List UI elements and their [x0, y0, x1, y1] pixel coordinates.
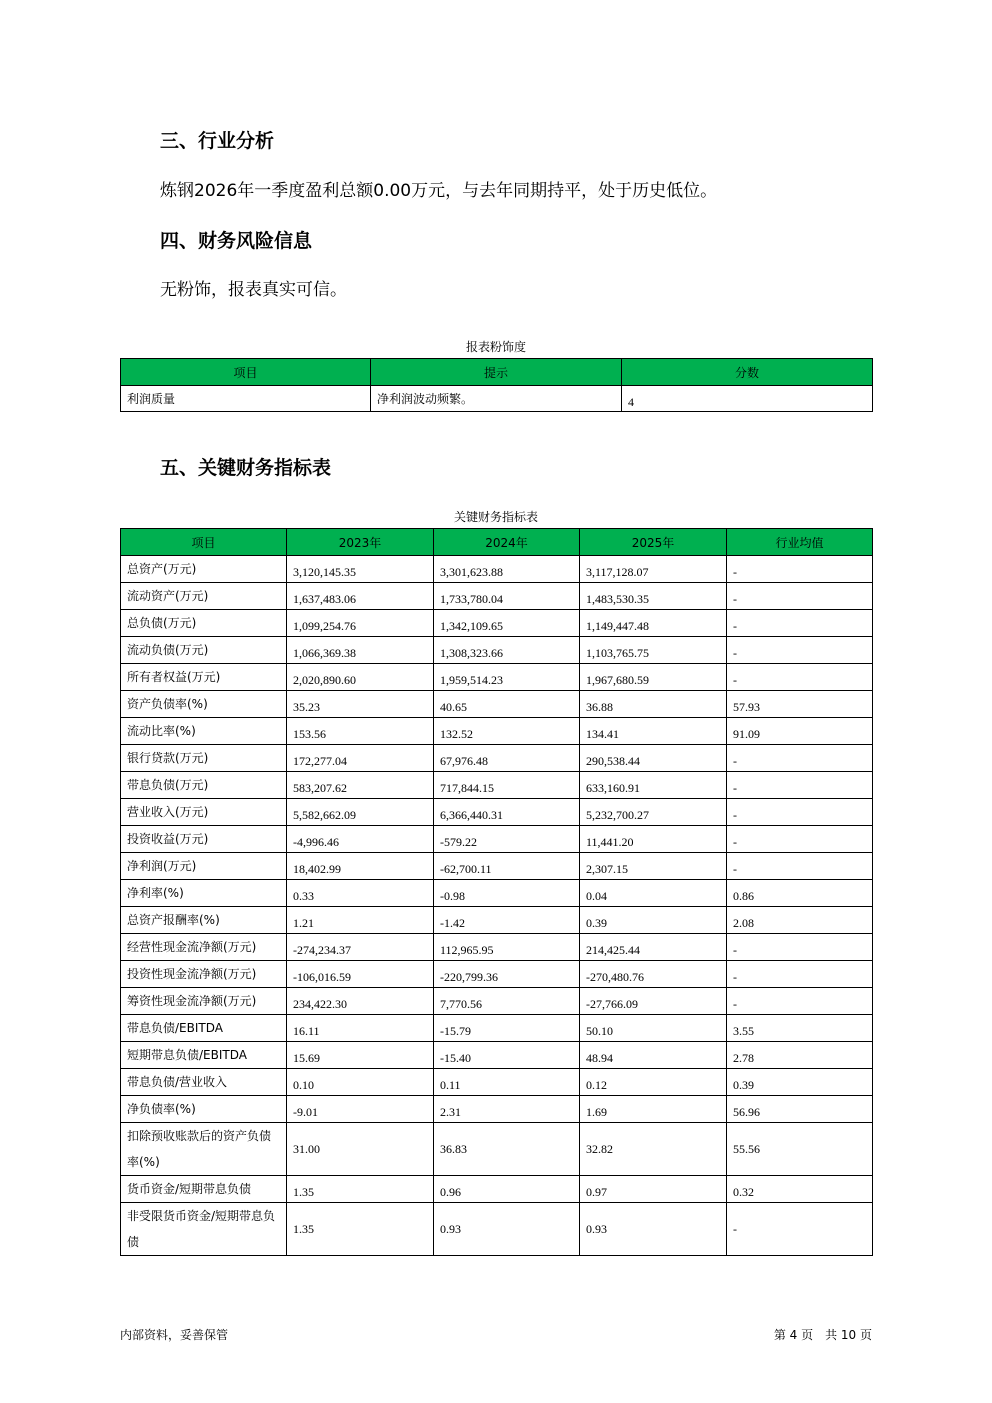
table-cell: 0.93	[580, 1203, 727, 1256]
table-cell: -579.22	[434, 826, 580, 853]
table-cell: 1.69	[580, 1096, 727, 1123]
table-cell: 91.09	[727, 718, 873, 745]
table-row	[121, 610, 873, 637]
table-cell: 172,277.04	[287, 745, 434, 772]
table-row	[121, 718, 873, 745]
table-row	[121, 1203, 873, 1256]
row-label: 流动比率(%)	[121, 718, 287, 745]
row-label: 经营性现金流净额(万元)	[121, 934, 287, 961]
table-cell: 6,366,440.31	[434, 799, 580, 826]
table-cell: 1,637,483.06	[287, 583, 434, 610]
header-cell: 项目	[121, 529, 287, 556]
table-cell: 1,103,765.75	[580, 637, 727, 664]
section-heading-risk: 四、财务风险信息	[160, 230, 313, 252]
row-label: 净利润(万元)	[121, 853, 287, 880]
table-cell: 4	[622, 386, 873, 412]
table-cell: -9.01	[287, 1096, 434, 1123]
table-cell: 0.12	[580, 1069, 727, 1096]
table-cell: 290,538.44	[580, 745, 727, 772]
table-cell: 0.39	[580, 907, 727, 934]
table-cell: 40.65	[434, 691, 580, 718]
header-cell: 2024年	[434, 529, 580, 556]
header-cell: 项目	[121, 359, 371, 386]
row-label: 营业收入(万元)	[121, 799, 287, 826]
table-cell: 5,582,662.09	[287, 799, 434, 826]
metrics-table	[120, 528, 873, 1256]
header-cell: 行业均值	[727, 529, 873, 556]
table-row	[121, 1123, 873, 1176]
row-label: 总资产报酬率(%)	[121, 907, 287, 934]
row-label: 资产负债率(%)	[121, 691, 287, 718]
table-header-row	[121, 359, 873, 386]
table-cell: 0.10	[287, 1069, 434, 1096]
table-cell: 112,965.95	[434, 934, 580, 961]
table-cell: 1,342,109.65	[434, 610, 580, 637]
row-label: 非受限货币资金/短期带息负债	[121, 1203, 287, 1256]
table-cell: -0.98	[434, 880, 580, 907]
row-label: 带息负债/营业收入	[121, 1069, 287, 1096]
table-cell: -	[727, 772, 873, 799]
table-row	[121, 826, 873, 853]
table-cell: -220,799.36	[434, 961, 580, 988]
table-cell: -	[727, 583, 873, 610]
row-label: 货币资金/短期带息负债	[121, 1176, 287, 1203]
table-cell: 67,976.48	[434, 745, 580, 772]
table-cell: 1,733,780.04	[434, 583, 580, 610]
table-cell: 7,770.56	[434, 988, 580, 1015]
table-cell: 1,967,680.59	[580, 664, 727, 691]
table-row	[121, 1069, 873, 1096]
table-row	[121, 664, 873, 691]
table-row	[121, 1176, 873, 1203]
table-cell: 1.35	[287, 1176, 434, 1203]
table-row	[121, 691, 873, 718]
table-row	[121, 961, 873, 988]
table-row	[121, 772, 873, 799]
table-cell: 16.11	[287, 1015, 434, 1042]
table-cell: 0.32	[727, 1176, 873, 1203]
table-cell: -	[727, 637, 873, 664]
table-cell: -	[727, 799, 873, 826]
table-cell: 2.31	[434, 1096, 580, 1123]
table-cell: 1.21	[287, 907, 434, 934]
table-row	[121, 386, 873, 412]
table-cell: -15.40	[434, 1042, 580, 1069]
table-cell: 0.11	[434, 1069, 580, 1096]
footer-note: 内部资料，妥善保管	[120, 1328, 229, 1342]
table-cell: -	[727, 1203, 873, 1256]
table-cell: -270,480.76	[580, 961, 727, 988]
table-cell: 0.04	[580, 880, 727, 907]
row-label: 投资性现金流净额(万元)	[121, 961, 287, 988]
metrics-table-caption: 关键财务指标表	[453, 510, 538, 524]
table-header-row	[121, 529, 873, 556]
table-cell: 31.00	[287, 1123, 434, 1176]
table-cell: 1,099,254.76	[287, 610, 434, 637]
table-cell: 633,160.91	[580, 772, 727, 799]
row-label: 净利率(%)	[121, 880, 287, 907]
fraud-table	[120, 358, 873, 412]
table-cell: 18,402.99	[287, 853, 434, 880]
table-cell: 50.10	[580, 1015, 727, 1042]
header-cell: 2025年	[580, 529, 727, 556]
header-cell: 分数	[622, 359, 873, 386]
row-label: 投资收益(万元)	[121, 826, 287, 853]
table-row	[121, 988, 873, 1015]
row-label: 扣除预收账款后的资产负债率(%)	[121, 1123, 287, 1176]
table-cell: 56.96	[727, 1096, 873, 1123]
table-row	[121, 799, 873, 826]
row-label: 带息负债(万元)	[121, 772, 287, 799]
table-cell: 15.69	[287, 1042, 434, 1069]
row-label: 净负债率(%)	[121, 1096, 287, 1123]
table-row	[121, 907, 873, 934]
table-cell: -27,766.09	[580, 988, 727, 1015]
table-cell: 153.56	[287, 718, 434, 745]
table-cell: -	[727, 988, 873, 1015]
table-cell: 132.52	[434, 718, 580, 745]
table-cell: -	[727, 610, 873, 637]
section-heading-metrics: 五、关键财务指标表	[160, 457, 332, 479]
table-cell: 1.35	[287, 1203, 434, 1256]
table-row	[121, 1042, 873, 1069]
table-row	[121, 583, 873, 610]
table-cell: -	[727, 934, 873, 961]
table-cell: 57.93	[727, 691, 873, 718]
table-cell: 5,232,700.27	[580, 799, 727, 826]
table-row	[121, 637, 873, 664]
row-label: 短期带息负债/EBITDA	[121, 1042, 287, 1069]
table-cell: -	[727, 664, 873, 691]
row-label: 筹资性现金流净额(万元)	[121, 988, 287, 1015]
table-cell: -274,234.37	[287, 934, 434, 961]
table-cell: 净利润波动频繁。	[371, 386, 622, 412]
table-cell: 2,307.15	[580, 853, 727, 880]
table-cell: -	[727, 853, 873, 880]
table-cell: -	[727, 826, 873, 853]
table-row	[121, 880, 873, 907]
industry-text: 炼钢2026年一季度盈利总额0.00万元，与去年同期持平，处于历史低位。	[160, 181, 718, 201]
table-cell: 48.94	[580, 1042, 727, 1069]
table-cell: 1,149,447.48	[580, 610, 727, 637]
table-row	[121, 556, 873, 583]
table-cell: 利润质量	[121, 386, 371, 412]
table-cell: 2,020,890.60	[287, 664, 434, 691]
table-row	[121, 745, 873, 772]
row-label: 所有者权益(万元)	[121, 664, 287, 691]
table-cell: 2.78	[727, 1042, 873, 1069]
row-label: 带息负债/EBITDA	[121, 1015, 287, 1042]
table-cell: 3,120,145.35	[287, 556, 434, 583]
table-cell: 1,308,323.66	[434, 637, 580, 664]
table-cell: -1.42	[434, 907, 580, 934]
risk-text: 无粉饰，报表真实可信。	[160, 280, 347, 300]
table-cell: 1,483,530.35	[580, 583, 727, 610]
table-row	[121, 934, 873, 961]
table-cell: 3.55	[727, 1015, 873, 1042]
table-cell: 11,441.20	[580, 826, 727, 853]
table-cell: 2.08	[727, 907, 873, 934]
table-cell: -4,996.46	[287, 826, 434, 853]
table-cell: 35.23	[287, 691, 434, 718]
table-cell: -	[727, 556, 873, 583]
table-row	[121, 1015, 873, 1042]
header-cell: 2023年	[287, 529, 434, 556]
header-cell: 提示	[371, 359, 622, 386]
table-cell: -15.79	[434, 1015, 580, 1042]
table-cell: 0.86	[727, 880, 873, 907]
table-cell: 214,425.44	[580, 934, 727, 961]
table-cell: 234,422.30	[287, 988, 434, 1015]
table-cell: 3,301,623.88	[434, 556, 580, 583]
table-cell: 32.82	[580, 1123, 727, 1176]
row-label: 流动负债(万元)	[121, 637, 287, 664]
table-cell: 0.96	[434, 1176, 580, 1203]
fraud-table-caption: 报表粉饰度	[465, 340, 526, 354]
table-cell: -62,700.11	[434, 853, 580, 880]
table-row	[121, 1096, 873, 1123]
table-cell: -106,016.59	[287, 961, 434, 988]
row-label: 总负债(万元)	[121, 610, 287, 637]
table-cell: 1,066,369.38	[287, 637, 434, 664]
table-cell: 717,844.15	[434, 772, 580, 799]
section-heading-industry: 三、行业分析	[160, 130, 275, 152]
table-cell: 134.41	[580, 718, 727, 745]
table-cell: 55.56	[727, 1123, 873, 1176]
table-cell: 36.83	[434, 1123, 580, 1176]
table-cell: 583,207.62	[287, 772, 434, 799]
table-cell: 0.33	[287, 880, 434, 907]
table-cell: 0.93	[434, 1203, 580, 1256]
table-cell: 3,117,128.07	[580, 556, 727, 583]
table-cell: 1,959,514.23	[434, 664, 580, 691]
table-cell: -	[727, 745, 873, 772]
row-label: 银行贷款(万元)	[121, 745, 287, 772]
table-row	[121, 853, 873, 880]
row-label: 流动资产(万元)	[121, 583, 287, 610]
page-number: 第 4 页 共 10 页	[773, 1328, 872, 1342]
table-cell: 36.88	[580, 691, 727, 718]
table-cell: -	[727, 961, 873, 988]
table-cell: 0.97	[580, 1176, 727, 1203]
row-label: 总资产(万元)	[121, 556, 287, 583]
table-cell: 0.39	[727, 1069, 873, 1096]
